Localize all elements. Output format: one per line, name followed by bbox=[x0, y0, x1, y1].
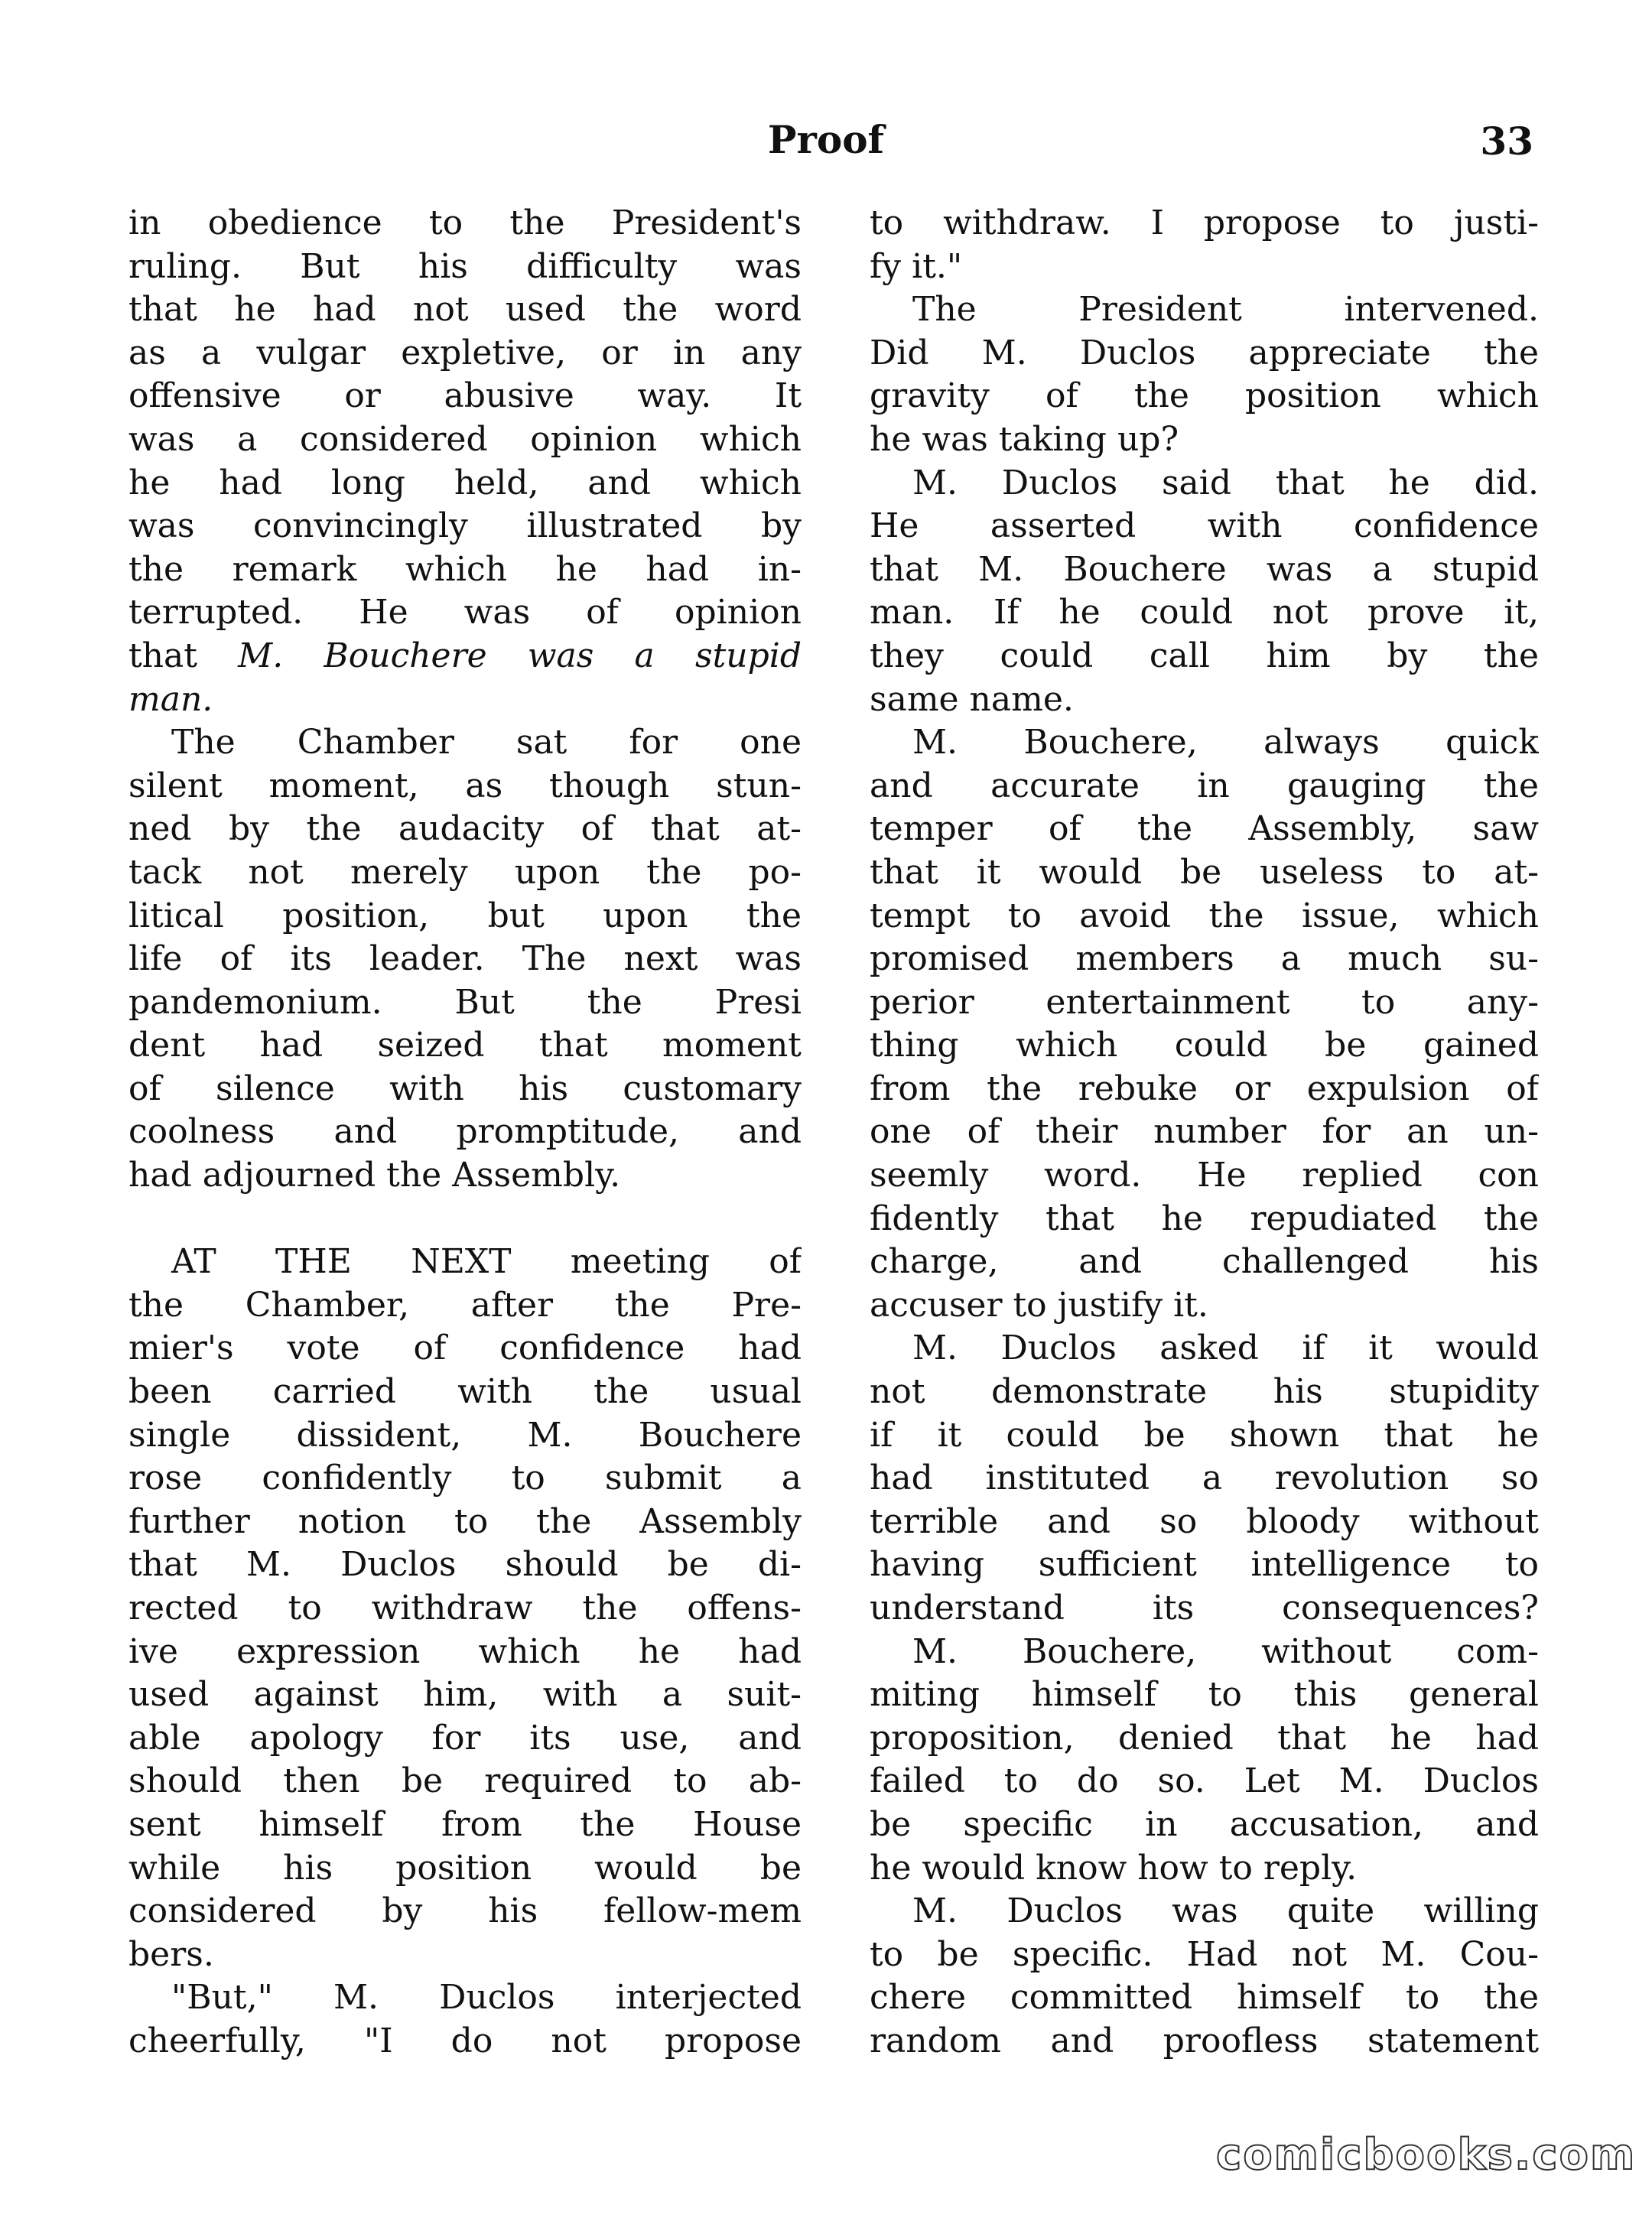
text-line: of silence with his customary bbox=[128, 1068, 802, 1108]
text-line: dent had seized that moment bbox=[128, 1026, 802, 1065]
text-line: used against him, with a suit- bbox=[128, 1675, 802, 1715]
text-line: silent moment, as though stun- bbox=[128, 766, 802, 805]
emphasis-text: M. Bouchere was a stupid bbox=[238, 636, 802, 675]
text-line: from the rebuke or expulsion of bbox=[870, 1068, 1539, 1108]
text-line: Did M. Duclos appreciate the bbox=[870, 333, 1539, 372]
text-line: to be specific. Had not M. Cou- bbox=[870, 1934, 1539, 1974]
text-line: tack not merely upon the po- bbox=[128, 852, 802, 892]
text-line: litical position, but upon the bbox=[128, 896, 802, 935]
text-line: rected to withdraw the offens- bbox=[128, 1589, 802, 1628]
text-line: promised members a much su- bbox=[870, 939, 1539, 979]
page-number: 33 bbox=[1480, 119, 1533, 164]
text-line: been carried with the usual bbox=[128, 1372, 802, 1412]
text-line: the remark which he had in- bbox=[128, 549, 802, 589]
text-column-right bbox=[870, 202, 1539, 2064]
text-line bbox=[128, 1198, 802, 1241]
text-line: M. Bouchere, always quick bbox=[912, 723, 1539, 763]
text-line: bers. bbox=[128, 1934, 214, 1974]
text-line: not demonstrate his stupidity bbox=[870, 1372, 1539, 1412]
text-line: gravity of the position which bbox=[870, 376, 1539, 416]
text-line: he had long held, and which bbox=[128, 463, 802, 502]
text-line: proposition, denied that he had bbox=[870, 1718, 1539, 1758]
text-line: that he had not used the word bbox=[128, 290, 802, 330]
text-line: single dissident, M. Bouchere bbox=[128, 1415, 802, 1455]
text-line: cheerfully, "I do not propose bbox=[128, 2021, 802, 2060]
text-column-left bbox=[128, 202, 802, 2064]
text-line: same name. bbox=[870, 679, 1074, 719]
text-line: M. Duclos asked if it would bbox=[912, 1329, 1539, 1368]
text-line: He asserted with confidence bbox=[870, 506, 1539, 546]
watermark-logo: comicbooks.com bbox=[1216, 2130, 1637, 2180]
emphasis-text: man. bbox=[128, 679, 213, 719]
text-line: life of its leader. The next was bbox=[128, 939, 802, 979]
text-line: perior entertainment to any- bbox=[870, 982, 1539, 1022]
text-line: they could call him by the bbox=[870, 636, 1539, 675]
text-line: mier's vote of confidence had bbox=[128, 1329, 802, 1368]
text-line: terrible and so bloody without bbox=[870, 1501, 1539, 1541]
text-line: further notion to the Assembly bbox=[128, 1501, 802, 1541]
text-line: "But," M. Duclos interjected bbox=[171, 1978, 802, 2018]
text-line: he was taking up? bbox=[870, 419, 1179, 459]
text-line: ruling. But his difficulty was bbox=[128, 246, 802, 286]
text-line: that M. Duclos should be di- bbox=[128, 1545, 802, 1585]
text-line: failed to do so. Let M. Duclos bbox=[870, 1761, 1539, 1801]
text-line: ive expression which he had bbox=[128, 1631, 802, 1671]
text-line: he would know how to reply. bbox=[870, 1848, 1358, 1888]
text-line: AT THE NEXT meeting of bbox=[171, 1242, 802, 1282]
text-line: temper of the Assembly, saw bbox=[870, 809, 1539, 849]
text-line: understand its consequences? bbox=[870, 1589, 1539, 1628]
text-line: The President intervened. bbox=[912, 290, 1539, 330]
text-line: was a considered opinion which bbox=[128, 419, 802, 459]
text-line: was convincingly illustrated by bbox=[128, 506, 802, 546]
text-line: accuser to justify it. bbox=[870, 1285, 1208, 1325]
text-line: man. If he could not prove it, bbox=[870, 593, 1539, 633]
text-line: ned by the audacity of that at- bbox=[128, 809, 802, 849]
text-line: coolness and promptitude, and bbox=[128, 1112, 802, 1152]
text-line: miting himself to this general bbox=[870, 1675, 1539, 1715]
text-line: one of their number for an un- bbox=[870, 1112, 1539, 1152]
text-line: pandemonium. But the Presi bbox=[128, 982, 802, 1022]
text-line: able apology for its use, and bbox=[128, 1718, 802, 1758]
text-line: considered by his fellow-mem bbox=[128, 1891, 802, 1931]
text-line: and accurate in gauging the bbox=[870, 766, 1539, 805]
text-line: had adjourned the Assembly. bbox=[128, 1156, 621, 1195]
text-line: fy it." bbox=[870, 246, 963, 286]
text-line: the Chamber, after the Pre- bbox=[128, 1285, 802, 1325]
text-line: that M. Bouchere was a stupid bbox=[870, 549, 1539, 589]
text-line: while his position would be bbox=[128, 1848, 802, 1888]
text-line: be specific in accusation, and bbox=[870, 1804, 1539, 1844]
text-line: should then be required to ab- bbox=[128, 1761, 802, 1801]
running-head-title: Proof bbox=[767, 117, 885, 162]
text-line: if it could be shown that he bbox=[870, 1415, 1539, 1455]
text-line: in obedience to the President's bbox=[128, 203, 802, 242]
text-line: M. Duclos was quite willing bbox=[912, 1891, 1539, 1931]
text-line bbox=[128, 635, 802, 678]
text-line: M. Bouchere, without com- bbox=[912, 1631, 1539, 1671]
text-line: to withdraw. I propose to justi- bbox=[870, 203, 1539, 242]
text-line: chere committed himself to the bbox=[870, 1978, 1539, 2018]
text-line: seemly word. He replied con bbox=[870, 1156, 1539, 1195]
text-line: sent himself from the House bbox=[128, 1804, 802, 1844]
text-fragment: that bbox=[128, 636, 239, 675]
text-line: tempt to avoid the issue, which bbox=[870, 896, 1539, 935]
text-line: having sufficient intelligence to bbox=[870, 1545, 1539, 1585]
text-line: M. Duclos said that he did. bbox=[912, 463, 1539, 502]
text-line: fidently that he repudiated the bbox=[870, 1198, 1539, 1238]
text-line: as a vulgar expletive, or in any bbox=[128, 333, 802, 372]
text-line: thing which could be gained bbox=[870, 1026, 1539, 1065]
text-line: terrupted. He was of opinion bbox=[128, 593, 802, 633]
text-line bbox=[128, 678, 802, 722]
text-line: The Chamber sat for one bbox=[171, 723, 802, 763]
text-line: offensive or abusive way. It bbox=[128, 376, 802, 416]
text-line: that it would be useless to at- bbox=[870, 852, 1539, 892]
text-line: random and proofless statement bbox=[870, 2021, 1539, 2060]
text-line: rose confidently to submit a bbox=[128, 1459, 802, 1498]
text-line: charge, and challenged his bbox=[870, 1242, 1539, 1282]
text-line: had instituted a revolution so bbox=[870, 1459, 1539, 1498]
